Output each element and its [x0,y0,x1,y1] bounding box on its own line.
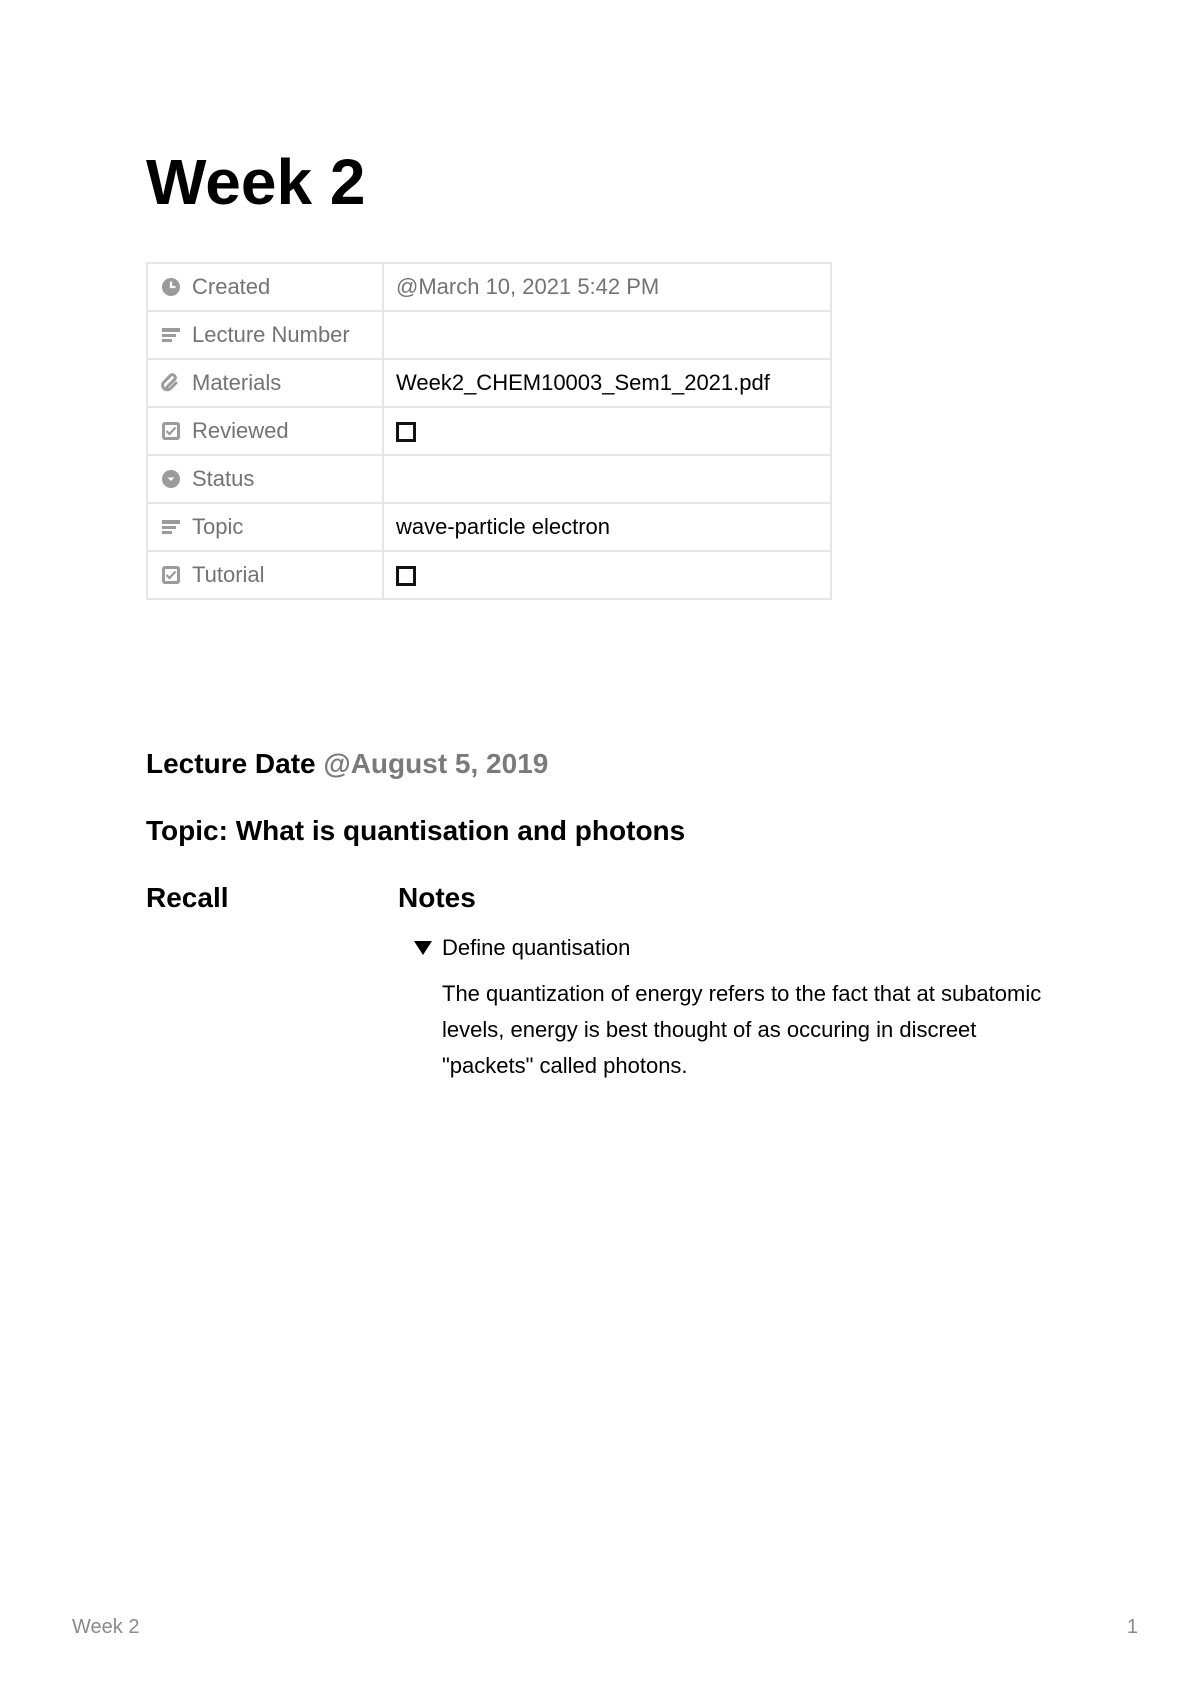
text-lines-icon [160,516,182,538]
toggle-block [412,932,1072,1084]
footer-title: Week 2 [72,1616,140,1638]
reviewed-checkbox[interactable] [396,422,416,442]
property-label: Lecture Number [192,322,350,347]
lecture-number-value[interactable] [383,311,831,359]
paperclip-icon [160,372,182,394]
created-value[interactable]: @March 10, 2021 5:42 PM [383,263,831,311]
property-name-cell [147,263,383,311]
reviewed-value-cell [383,407,831,455]
properties-table [146,262,832,600]
recall-heading: Recall [146,882,229,913]
lecture-date-label: Lecture Date [146,748,316,779]
property-label: Materials [192,370,282,395]
status-value[interactable] [383,455,831,503]
text-lines-icon [160,324,182,346]
property-name-cell [147,455,383,503]
toggle-label: Define quantisation [442,935,631,960]
toggle-header[interactable] [412,932,1072,964]
property-label: Status [192,466,255,491]
property-row-created [147,263,831,311]
checkbox-icon [160,564,182,586]
property-name-cell [147,359,383,407]
footer-page-number: 1 [1126,1616,1138,1638]
clock-icon [160,276,182,298]
property-row-topic [147,503,831,551]
property-name-cell [147,311,383,359]
tutorial-value-cell [383,551,831,599]
triangle-down-icon[interactable] [414,941,432,955]
property-name-cell [147,551,383,599]
toggle-body-text: The quantization of energy refers to the fact that at subatomic levels, energy is best thought of as occuring in discreet "packets" called photons. [442,981,1042,1078]
materials-file-link[interactable]: Week2_CHEM10003_Sem1_2021.pdf [383,359,831,407]
lecture-date-mention[interactable]: @August 5, 2019 [323,748,549,779]
property-name-cell [147,503,383,551]
property-row-status [147,455,831,503]
property-label: Tutorial [192,562,265,587]
property-row-tutorial [147,551,831,599]
property-label: Reviewed [192,418,289,443]
lecture-date-line [146,746,548,782]
property-row-lecture-number [147,311,831,359]
topic-value[interactable]: wave-particle electron [383,503,831,551]
tutorial-checkbox[interactable] [396,566,416,586]
select-circle-icon [160,468,182,490]
notes-heading: Notes [398,882,476,913]
page-title: Week 2 [146,146,366,218]
checkbox-icon [160,420,182,442]
topic-heading: Topic: What is quantisation and photons [146,815,686,846]
property-row-reviewed [147,407,831,455]
property-label: Topic [192,514,244,539]
property-label: Created [192,274,271,299]
property-name-cell [147,407,383,455]
property-row-materials [147,359,831,407]
